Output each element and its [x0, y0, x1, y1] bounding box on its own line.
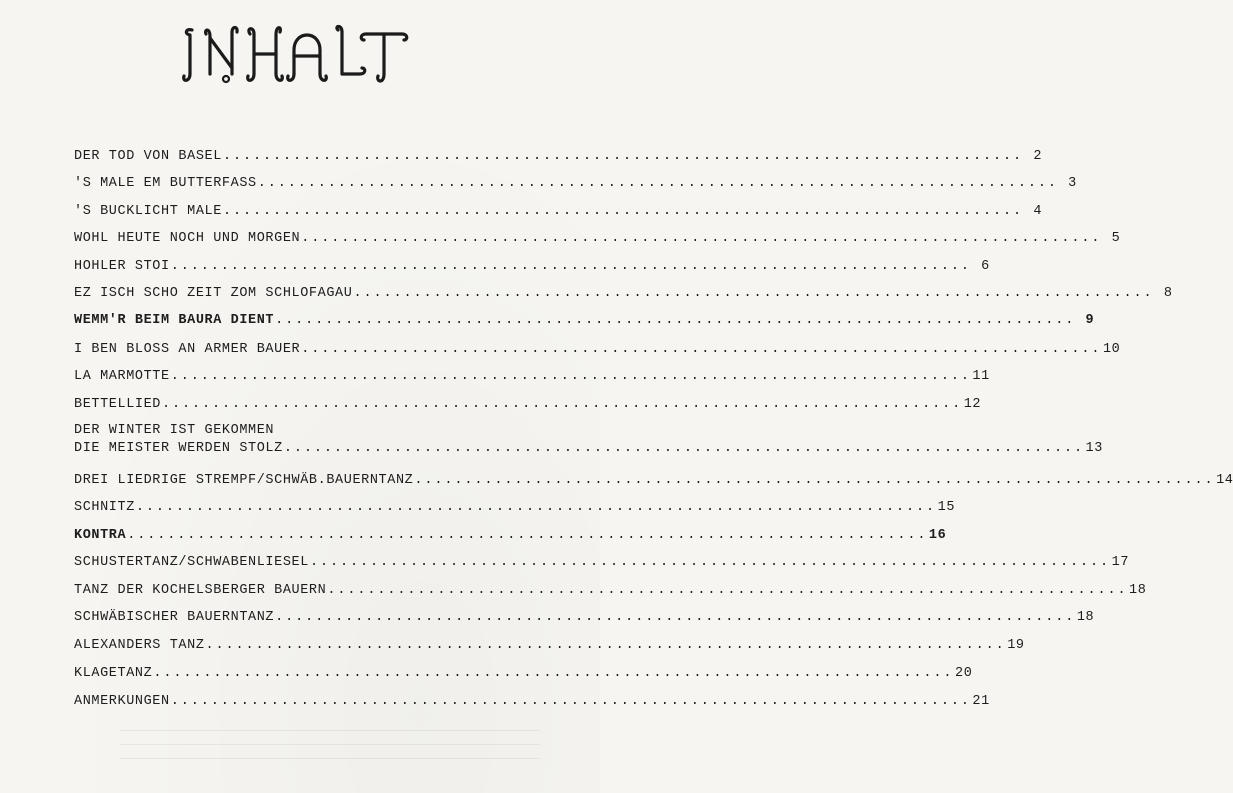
- toc-entry-page-number: 17: [1111, 555, 1130, 570]
- toc-entry-line: [74, 258, 990, 276]
- toc-entry-page-number: 10: [1102, 342, 1121, 357]
- toc-entry-page-number: 18: [1129, 583, 1147, 598]
- toc-entry-line: [74, 396, 982, 414]
- toc-entry: [74, 582, 1147, 600]
- toc-entry-label: ANMERKUNGEN: [74, 694, 170, 709]
- toc-leader-dots: ................................................................................: [170, 259, 971, 274]
- toc-entry: [74, 230, 1121, 248]
- toc-entry-label: KONTRA: [74, 528, 127, 543]
- toc-entry-label: SCHNITZ: [74, 500, 135, 515]
- toc-entry: [74, 175, 1077, 193]
- toc-entry-page-number: 11: [972, 369, 990, 384]
- toc-entry-label: DIE MEISTER WERDEN STOLZ: [74, 441, 283, 456]
- toc-entry-page-number: 4: [1033, 204, 1043, 219]
- toc-entry-page-number: 19: [1007, 638, 1025, 653]
- toc-entry-page-number: 9: [1085, 313, 1095, 328]
- toc-entry-label: LA MARMOTTE: [74, 369, 170, 384]
- toc-entry-page-number: 15: [937, 500, 956, 515]
- toc-entry-page-number: 18: [1076, 610, 1095, 625]
- toc-leader-dots: ................................................................................: [205, 638, 1006, 653]
- toc-entry-line: [74, 203, 1043, 221]
- toc-entry-line: [74, 554, 1130, 572]
- toc-entry: [74, 396, 982, 414]
- toc-leader-dots: ................................................................................: [135, 500, 937, 515]
- toc-entry-line: [74, 472, 1233, 490]
- toc-entry-line: [74, 230, 1121, 248]
- toc-entry-line: [74, 665, 973, 683]
- toc-entry-page-number: 13: [1085, 441, 1103, 456]
- toc-entry-line: [74, 341, 1121, 359]
- toc-leader-dots: ................................................................................: [127, 528, 928, 543]
- toc-entry: [74, 312, 1095, 330]
- toc-entry-page-number: 14: [1216, 473, 1233, 488]
- toc-entry: [74, 499, 956, 517]
- toc-entry-line: [74, 368, 990, 386]
- toc-leader-dots: ................................................................................: [222, 149, 1024, 164]
- toc-entry: [74, 203, 1043, 221]
- toc-entry-line: [74, 175, 1077, 193]
- ornamental-title-lettering: [150, 16, 410, 88]
- toc-entry-label: SCHUSTERTANZ/SCHWABENLIESEL: [74, 555, 309, 570]
- toc-entry: [74, 665, 973, 683]
- toc-leader-dots: ................................................................................: [170, 694, 971, 709]
- toc-entry: [74, 472, 1233, 490]
- toc-entry-page-number: 6: [981, 259, 990, 274]
- toc-entry-line: [74, 637, 1025, 655]
- bleed-through-shadow: [120, 730, 540, 770]
- toc-entry-label: KLAGETANZ: [74, 666, 153, 681]
- toc-entry-page-number: 12: [963, 397, 982, 412]
- toc-entry-line: [74, 440, 1103, 458]
- toc-entry-line: [74, 285, 1173, 303]
- toc-leader-dots: ................................................................................: [275, 313, 1076, 328]
- toc-entry: [74, 285, 1173, 303]
- toc-entry-label: TANZ DER KOCHELSBERGER BAUERN: [74, 583, 327, 598]
- toc-leader-dots: ................................................................................: [301, 231, 1102, 246]
- toc-entry: [74, 422, 1103, 458]
- toc-leader-dots: ................................................................................: [275, 610, 1076, 625]
- toc-entry-label: EZ ISCH SCHO ZEIT ZOM SCHLOFAGAU: [74, 286, 353, 301]
- toc-entry-line: [74, 148, 1043, 166]
- toc-leader-dots: ................................................................................: [414, 473, 1215, 488]
- toc-entry-page-number: 20: [955, 666, 973, 681]
- toc-entry-line: [74, 312, 1095, 330]
- toc-leader-dots: ................................................................................: [153, 666, 954, 681]
- toc-entry-label: WEMM'R BEIM BAURA DIENT: [74, 313, 275, 328]
- page-title: [150, 16, 410, 88]
- toc-leader-dots: ................................................................................: [162, 397, 963, 412]
- toc-entry: [74, 148, 1043, 166]
- toc-leader-dots: ................................................................................: [170, 369, 971, 384]
- toc-entry-page-number: 16: [928, 528, 947, 543]
- toc-entry: [74, 637, 1025, 655]
- toc-leader-dots: ................................................................................: [222, 204, 1024, 219]
- toc-leader-dots: ................................................................................: [301, 342, 1102, 357]
- toc-entry-page-number: 5: [1111, 231, 1121, 246]
- toc-entry: [74, 258, 990, 276]
- toc-entry: [74, 527, 947, 545]
- toc-entry-page-number: 3: [1068, 176, 1077, 191]
- toc-entry-page-number: 2: [1033, 149, 1043, 164]
- toc-entry: [74, 368, 990, 386]
- toc-entry-label: ALEXANDERS TANZ: [74, 638, 205, 653]
- toc-entry-label: WOHL HEUTE NOCH UND MORGEN: [74, 231, 301, 246]
- toc-entry-page-number: 21: [972, 694, 990, 709]
- toc-entry-label: 'S BUCKLICHT MALE: [74, 204, 222, 219]
- toc-entry-label: HOHLER STOI: [74, 259, 170, 274]
- toc-entry-label: DREI LIEDRIGE STREMPF/SCHWÄB.BAUERNTANZ: [74, 473, 414, 488]
- toc-entry: [74, 554, 1130, 572]
- toc-entry-line: [74, 527, 947, 545]
- toc-entry-line: [74, 582, 1147, 600]
- toc-entry-line: [74, 499, 956, 517]
- toc-entry-label: I BEN BLOSS AN ARMER BAUER: [74, 342, 301, 357]
- toc-entry: [74, 341, 1121, 359]
- toc-entry-label: SCHWÄBISCHER BAUERNTANZ: [74, 610, 275, 625]
- toc-entry-title-line: DER WINTER IST GEKOMMEN: [74, 423, 275, 438]
- toc-leader-dots: ................................................................................: [353, 286, 1154, 301]
- toc-leader-dots: ................................................................................: [309, 555, 1111, 570]
- toc-leader-dots: ................................................................................: [257, 176, 1058, 191]
- toc-entry-label: BETTELLIED: [74, 397, 162, 412]
- toc-leader-dots: ................................................................................: [327, 583, 1128, 598]
- toc-entry-label: 'S MALE EM BUTTERFASS: [74, 176, 257, 191]
- toc-entry: [74, 693, 990, 711]
- toc-leader-dots: ................................................................................: [283, 441, 1084, 456]
- toc-entry: [74, 609, 1095, 627]
- toc-entry-page-number: 8: [1163, 286, 1173, 301]
- toc-entry-line: [74, 693, 990, 711]
- toc-entry-label: DER TOD VON BASEL: [74, 149, 222, 164]
- toc-entry-line: [74, 609, 1095, 627]
